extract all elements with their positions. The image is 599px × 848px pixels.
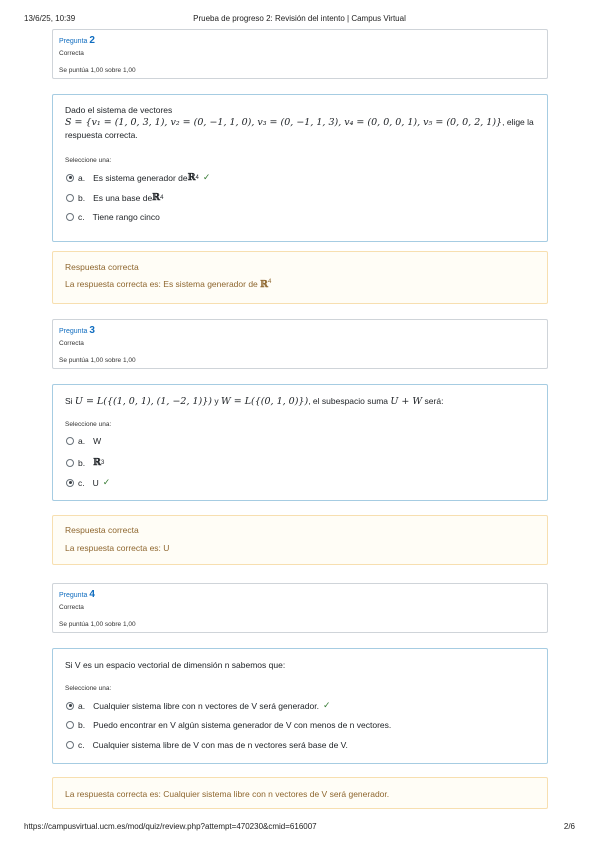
- print-title: Prueba de progreso 2: Revisión del intento | Campus Virtual: [193, 14, 406, 23]
- page-number: 2/6: [563, 822, 575, 831]
- question-text: Si U = L({(1, 0, 1), (1, −2, 1)}) y W = L({(0, 1, 0)}), el subespacio suma U + W será:: [65, 396, 444, 407]
- question-info-3: [52, 319, 548, 369]
- feedback-3: [52, 515, 548, 565]
- option-a[interactable]: a. W: [66, 436, 101, 446]
- option-a[interactable]: a. Cualquier sistema libre con n vectores de V será generador. ✓: [66, 700, 330, 711]
- feedback-title: Respuesta correcta: [65, 525, 139, 535]
- radio-button[interactable]: [66, 194, 74, 202]
- option-b[interactable]: b. Puedo encontrar en V algún sistema generador de V con menos de n vectores.: [66, 720, 391, 730]
- feedback-text: La respuesta correcta es: U: [65, 543, 170, 553]
- correct-check-icon: ✓: [102, 477, 111, 487]
- question-label: Pregunta 3: [59, 325, 95, 336]
- question-info-2: [52, 29, 548, 79]
- option-b[interactable]: b. Es una base de ℝ 4: [66, 192, 163, 203]
- radio-button[interactable]: [66, 721, 74, 729]
- option-c[interactable]: c. U ✓: [66, 477, 110, 488]
- feedback-title: Respuesta correcta: [65, 262, 139, 272]
- question-state: Correcta: [59, 604, 84, 611]
- radio-button[interactable]: [66, 213, 74, 221]
- question-content-2: [52, 94, 548, 242]
- question-grade: Se puntúa 1,00 sobre 1,00: [59, 357, 136, 364]
- question-state: Correcta: [59, 340, 84, 347]
- feedback-2: [52, 251, 548, 304]
- radio-button[interactable]: [66, 437, 74, 445]
- radio-button[interactable]: [66, 459, 74, 467]
- question-state: Correcta: [59, 50, 84, 57]
- radio-button-checked[interactable]: [66, 702, 74, 710]
- feedback-text: La respuesta correcta es: Es sistema generador de ℝ$^4$: [65, 279, 272, 290]
- question-label: Pregunta 2: [59, 35, 95, 46]
- select-label: Seleccione una:: [65, 157, 112, 164]
- option-a[interactable]: a. Es sistema generador de ℝ 4 ✓: [66, 172, 210, 183]
- question-label: Pregunta 4: [59, 589, 95, 600]
- radio-button[interactable]: [66, 741, 74, 749]
- option-c[interactable]: c. Cualquier sistema libre de V con mas de n vectores será base de V.: [66, 740, 348, 750]
- radio-button-checked[interactable]: [66, 174, 74, 182]
- select-label: Seleccione una:: [65, 421, 112, 428]
- print-url: https://campusvirtual.ucm.es/mod/quiz/review.php?attempt=470230&cmid=616007: [24, 822, 317, 831]
- correct-check-icon: ✓: [202, 172, 211, 182]
- option-c[interactable]: c. Tiene rango cinco: [66, 212, 160, 222]
- select-label: Seleccione una:: [65, 685, 112, 692]
- question-number: 2: [89, 35, 95, 46]
- question-text: Dado el sistema de vectores S = {v₁ = (1, 0, 3, 1), v₂ = (0, −1, 1, 0), v₃ = (0, −1, 1, 3), v₄ = (0, 0, 0, 1), v₅ = (0, 0, 2, 1)}, elige la respuesta correcta.: [65, 105, 534, 140]
- option-b[interactable]: b. ℝ 3: [66, 457, 104, 468]
- vector-system-formula: S = {v₁ = (1, 0, 3, 1), v₂ = (0, −1, 1, 0), v₃ = (0, −1, 1, 3), v₄ = (0, 0, 0, 1), v₅ = (0, 0, 2, 1)}: [65, 117, 503, 128]
- question-grade: Se puntúa 1,00 sobre 1,00: [59, 621, 136, 628]
- question-grade: Se puntúa 1,00 sobre 1,00: [59, 67, 136, 74]
- question-info-4: [52, 583, 548, 633]
- print-header: [24, 14, 575, 23]
- feedback-4: [52, 777, 548, 809]
- question-text: Si V es un espacio vectorial de dimensión n sabemos que:: [65, 660, 286, 670]
- question-content-4: [52, 648, 548, 764]
- question-content-3: [52, 384, 548, 501]
- print-datetime: 13/6/25, 10:39: [24, 14, 76, 23]
- print-footer: [24, 822, 575, 831]
- feedback-text: La respuesta correcta es: Cualquier sistema libre con n vectores de V será generador.: [65, 789, 390, 799]
- radio-button-checked[interactable]: [66, 479, 74, 487]
- question-number: 3: [89, 325, 95, 336]
- correct-check-icon: ✓: [322, 700, 331, 710]
- question-number: 4: [89, 589, 95, 600]
